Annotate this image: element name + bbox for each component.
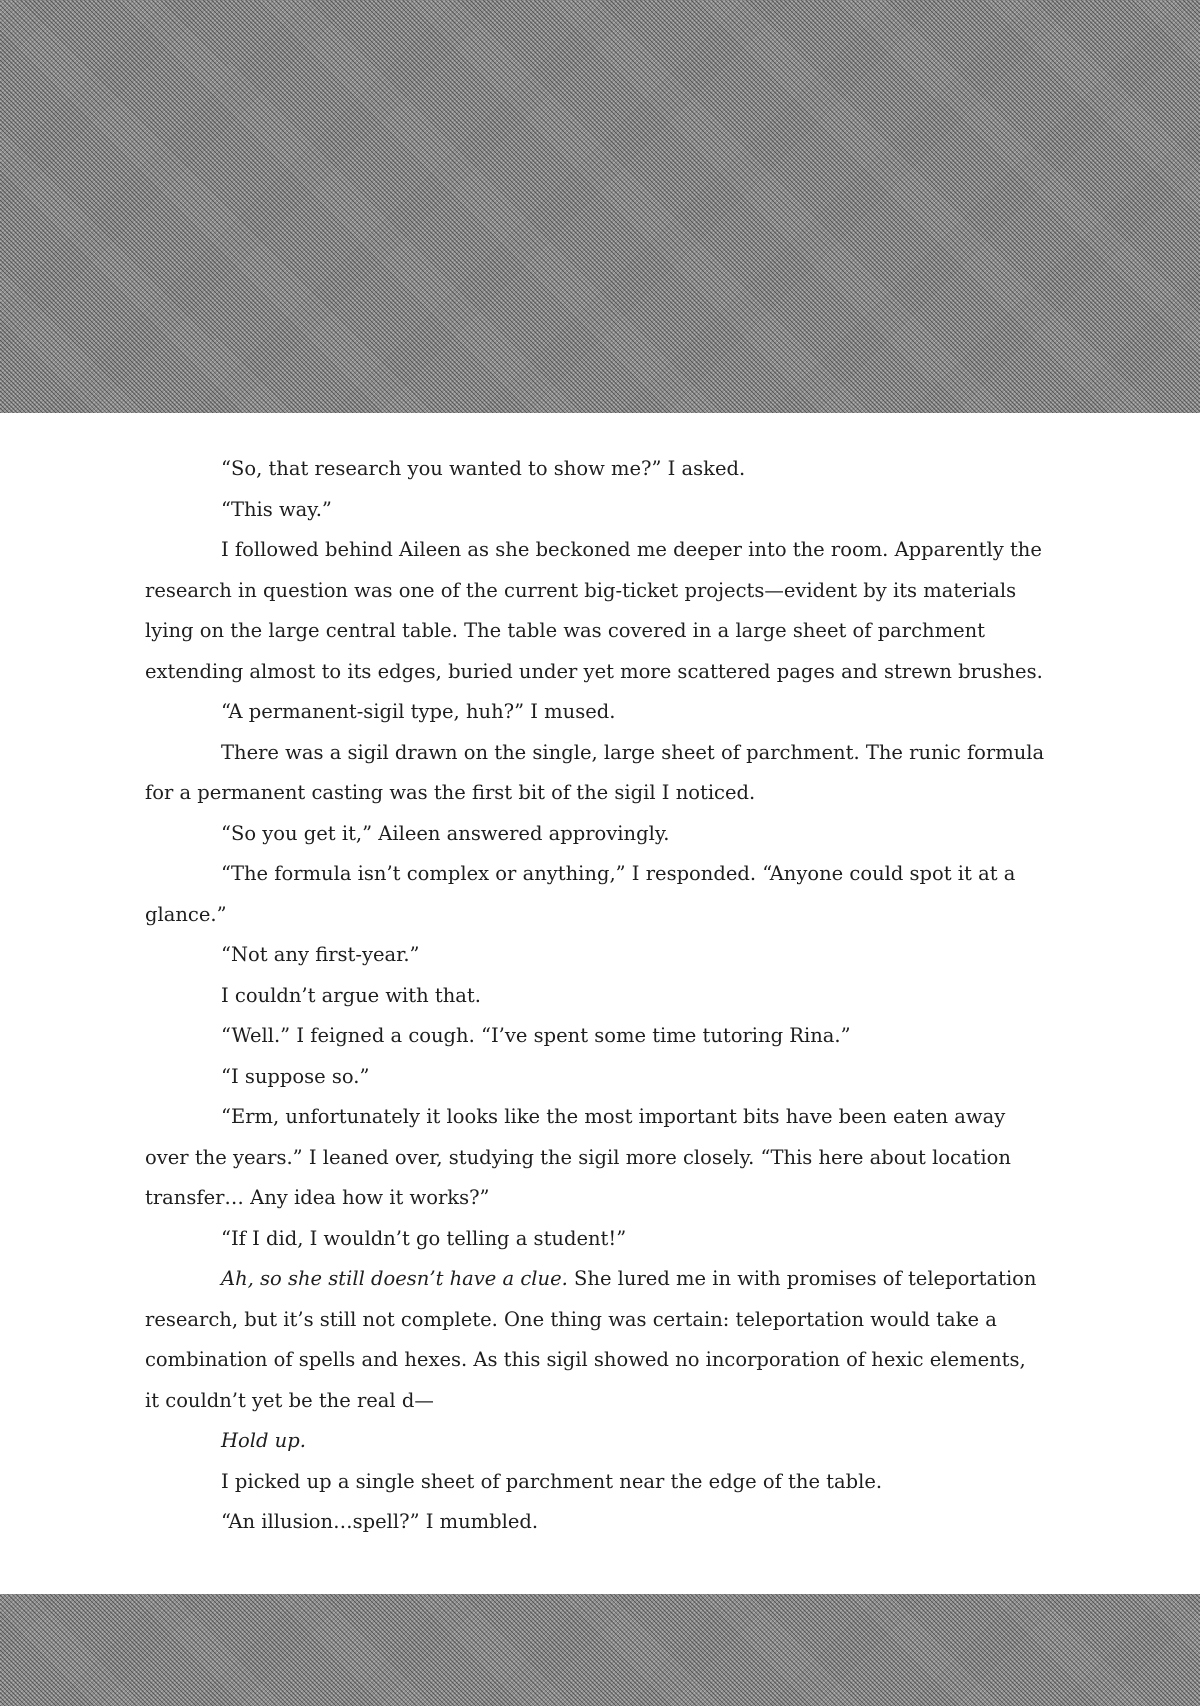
paragraph: “The formula isn’t complex or anything,” I responded. “Anyone could spot it at a glance.”: [145, 862, 1016, 926]
paragraph: I couldn’t argue with that.: [221, 983, 481, 1007]
paragraph: “An illusion…spell?” I mumbled.: [221, 1510, 539, 1533]
italic-thought: Hold up.: [221, 1429, 306, 1452]
paragraph: I picked up a single sheet of parchment near the edge of the table.: [221, 1469, 883, 1493]
page-body-text: [145, 449, 1045, 1543]
paragraph: [145, 1259, 1045, 1421]
paragraph: “Not any first-year.”: [221, 943, 420, 966]
paragraph: “Well.” I feigned a cough. “I’ve spent some time tutoring Rina.”: [221, 1024, 851, 1047]
paragraph: “If I did, I wouldn’t go telling a student!”: [221, 1226, 627, 1250]
paragraph: “So you get it,” Aileen answered approvingly.: [221, 821, 670, 845]
paragraph: “I suppose so.”: [221, 1064, 370, 1088]
paragraph: [145, 1421, 1045, 1462]
paragraph: “Erm, unfortunately it looks like the most important bits have been eaten away over the years.” I leaned over, studying the sigil more closely. “This here about location transfer… Any idea how it works?”: [145, 1105, 1011, 1209]
paragraph-continuation: She lured me in with promises of teleportation research, but it’s still not complete. One thing was certain: teleportation would take a combination of spells and hexes. As this sigil showed no incorporation of hexic elements, it couldn’t yet be the real d—: [145, 1267, 1037, 1412]
paragraph: “A permanent-sigil type, huh?” I mused.: [221, 700, 616, 723]
bottom-halftone-band: [0, 1594, 1200, 1706]
paragraph: There was a sigil drawn on the single, large sheet of parchment. The runic formula for a permanent casting was the first bit of the sigil I noticed.: [145, 740, 1045, 804]
top-halftone-band: [0, 0, 1200, 413]
paragraph: “This way.”: [221, 497, 332, 521]
paragraph: “So, that research you wanted to show me?” I asked.: [221, 457, 746, 480]
italic-thought: Ah, so she still doesn’t have a clue.: [221, 1267, 568, 1290]
paragraph: I followed behind Aileen as she beckoned me deeper into the room. Apparently the research in question was one of the current big-ticket projects—evident by its materials lying on the large central table. The table was covered in a large sheet of parchment extending almost to its edges, buried under yet more scattered pages and strewn brushes.: [145, 538, 1043, 683]
